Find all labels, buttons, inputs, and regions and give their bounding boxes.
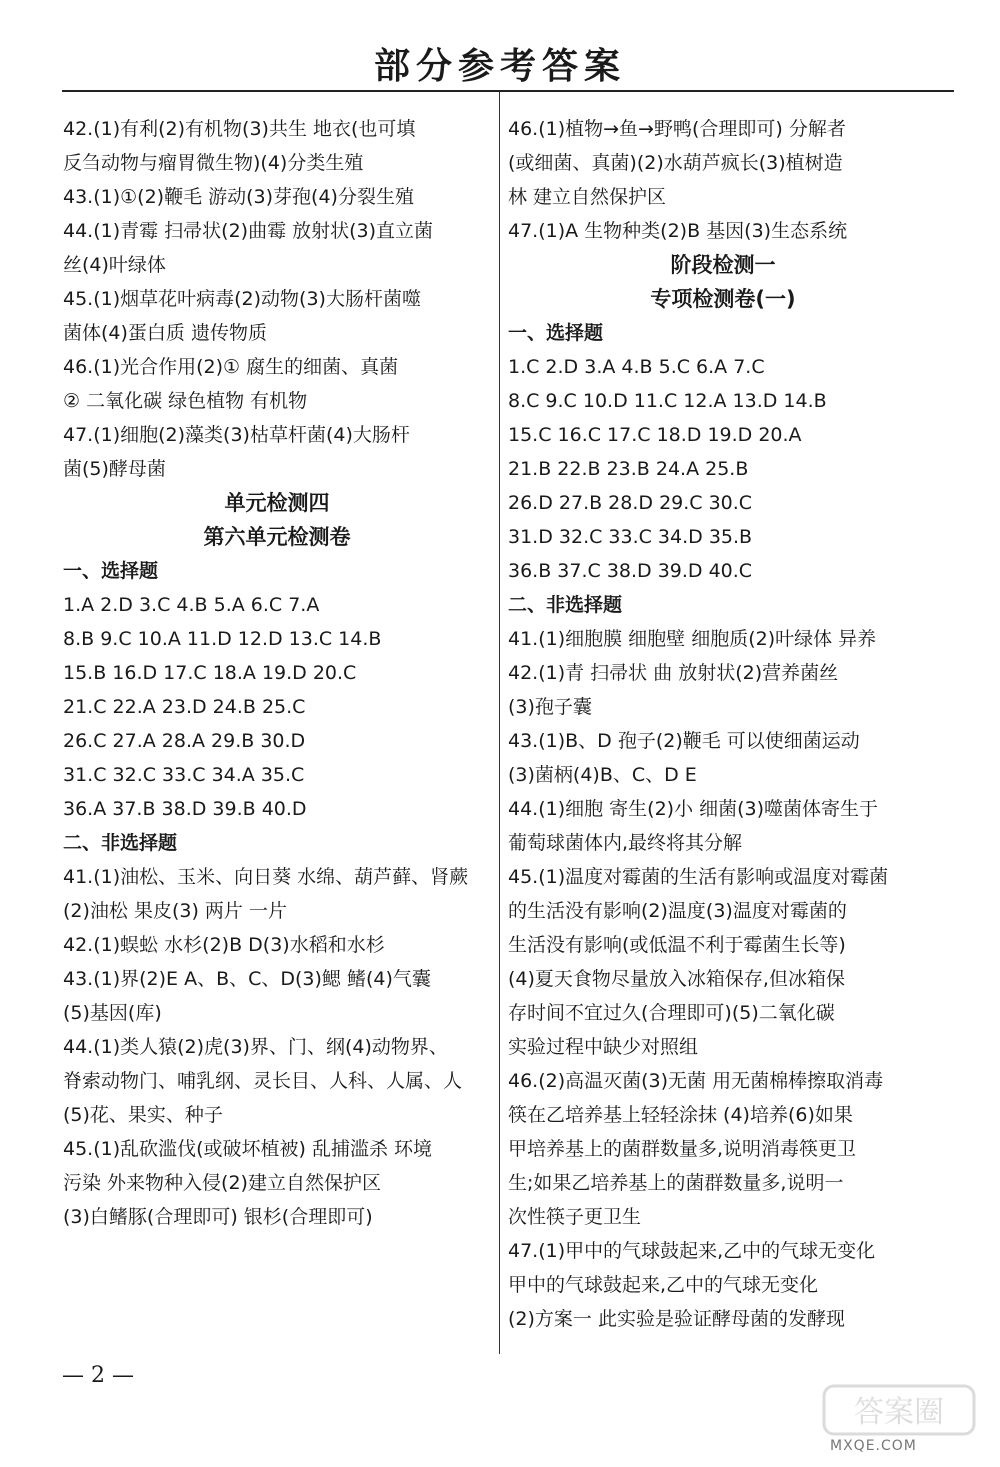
answer-line: 反刍动物与瘤胃微生物)(4)分类生殖 <box>63 152 364 174</box>
answer-line: 8.B 9.C 10.A 11.D 12.D 13.C 14.B <box>63 628 382 650</box>
answer-line: 21.C 22.A 23.D 24.B 25.C <box>63 696 306 718</box>
answer-line: 的生活没有影响(2)温度(3)温度对霉菌的 <box>508 900 847 922</box>
section-heading: 第六单元检测卷 <box>203 525 351 549</box>
answer-line: 丝(4)叶绿体 <box>63 254 166 276</box>
answer-line: 46.(2)高温灭菌(3)无菌 用无菌棉棒擦取消毒 <box>508 1070 884 1092</box>
page-title: 部分参考答案 <box>373 45 626 87</box>
answer-line: 26.C 27.A 28.A 29.B 30.D <box>63 730 306 752</box>
answer-line: 林 建立自然保护区 <box>508 186 667 208</box>
answer-line: (2)方案一 此实验是验证酵母菌的发酵现 <box>508 1308 845 1330</box>
answer-line: (3)白鳍豚(合理即可) 银杉(合理即可) <box>63 1206 373 1228</box>
answer-line: 污染 外来物种入侵(2)建立自然保护区 <box>63 1172 381 1194</box>
subsection-heading: 一、选择题 <box>508 322 604 344</box>
answer-line: 31.D 32.C 33.C 34.D 35.B <box>508 526 753 548</box>
watermark-logo-text: 答案圈 <box>854 1395 944 1430</box>
answer-line: (5)基因(库) <box>63 1002 162 1024</box>
left-column <box>63 112 491 1234</box>
answer-line: (4)夏天食物尽量放入冰箱保存,但冰箱保 <box>508 968 845 990</box>
answer-line: (或细菌、真菌)(2)水葫芦疯长(3)植树造 <box>508 152 843 174</box>
answer-line: 次性筷子更卫生 <box>508 1206 642 1228</box>
answer-line: 43.(1)①(2)鞭毛 游动(3)芽孢(4)分裂生殖 <box>63 186 414 208</box>
subsection-heading: 二、非选择题 <box>63 832 178 854</box>
section-heading: 阶段检测一 <box>670 253 776 277</box>
answer-line: 脊索动物门、哺乳纲、灵长目、人科、人属、人 <box>63 1070 463 1092</box>
answer-line: 46.(1)光合作用(2)① 腐生的细菌、真菌 <box>63 356 399 378</box>
answer-line: 44.(1)类人猿(2)虎(3)界、门、纲(4)动物界、 <box>63 1036 448 1058</box>
answer-line: 42.(1)青 扫帚状 曲 放射状(2)营养菌丝 <box>508 662 839 684</box>
page-number: — 2 — <box>62 1363 134 1388</box>
answer-line: 26.D 27.B 28.D 29.C 30.C <box>508 492 753 514</box>
answer-line: 45.(1)烟草花叶病毒(2)动物(3)大肠杆菌噬 <box>63 288 421 310</box>
right-column <box>508 112 938 1336</box>
answer-line: 43.(1)B、D 孢子(2)鞭毛 可以使细菌运动 <box>508 730 860 752</box>
answer-line: (3)孢子囊 <box>508 696 592 718</box>
answer-line: 46.(1)植物→鱼→野鸭(合理即可) 分解者 <box>508 118 846 140</box>
answer-line: ② 二氧化碳 绿色植物 有机物 <box>63 390 308 412</box>
answer-line: 1.A 2.D 3.C 4.B 5.A 6.C 7.A <box>63 594 320 616</box>
answer-line: 42.(1)蜈蚣 水杉(2)B D(3)水稻和水杉 <box>63 934 385 956</box>
answer-line: 15.B 16.D 17.C 18.A 19.D 20.C <box>63 662 357 684</box>
answer-line: 41.(1)细胞膜 细胞壁 细胞质(2)叶绿体 异养 <box>508 628 877 650</box>
answer-line: 生;如果乙培养基上的菌群数量多,说明一 <box>508 1172 844 1194</box>
header-rule <box>62 90 954 92</box>
answer-line: 36.A 37.B 38.D 39.B 40.D <box>63 798 307 820</box>
answer-line: 甲中的气球鼓起来,乙中的气球无变化 <box>508 1274 819 1296</box>
answer-line: 筷在乙培养基上轻轻涂抹 (4)培养(6)如果 <box>508 1104 853 1126</box>
answer-line: 43.(1)界(2)E A、B、C、D(3)鳃 鳍(4)气囊 <box>63 968 431 990</box>
answer-line: 菌体(4)蛋白质 遗传物质 <box>63 322 267 344</box>
answer-line: 21.B 22.B 23.B 24.A 25.B <box>508 458 749 480</box>
answer-line: (3)菌柄(4)B、C、D E <box>508 764 697 786</box>
subsection-heading: 二、非选择题 <box>508 594 623 616</box>
section-heading: 专项检测卷(一) <box>650 287 796 311</box>
section-heading: 单元检测四 <box>224 491 330 515</box>
answer-line: 45.(1)乱砍滥伐(或破坏植被) 乱捕滥杀 环境 <box>63 1138 433 1160</box>
answer-line: 1.C 2.D 3.A 4.B 5.C 6.A 7.C <box>508 356 765 378</box>
column-divider <box>499 92 500 1354</box>
answer-line: 44.(1)青霉 扫帚状(2)曲霉 放射状(3)直立菌 <box>63 220 434 242</box>
subsection-heading: 一、选择题 <box>63 560 159 582</box>
answer-line: 甲培养基上的菌群数量多,说明消毒筷更卫 <box>508 1138 857 1160</box>
answer-line: 47.(1)甲中的气球鼓起来,乙中的气球无变化 <box>508 1240 876 1262</box>
answer-line: (5)花、果实、种子 <box>63 1104 223 1126</box>
answer-line: 实验过程中缺少对照组 <box>508 1036 699 1058</box>
answer-line: 8.C 9.C 10.D 11.C 12.A 13.D 14.B <box>508 390 827 412</box>
answer-line: 41.(1)油松、玉米、向日葵 水绵、葫芦藓、肾蕨 <box>63 866 469 888</box>
answer-line: 36.B 37.C 38.D 39.D 40.C <box>508 560 753 582</box>
answer-line: 葡萄球菌体内,最终将其分解 <box>508 832 743 854</box>
answer-line: 生活没有影响(或低温不利于霉菌生长等) <box>508 934 846 956</box>
answer-line: 31.C 32.C 33.C 34.A 35.C <box>63 764 305 786</box>
answer-line: 15.C 16.C 17.C 18.D 19.D 20.A <box>508 424 802 446</box>
answer-line: 42.(1)有利(2)有机物(3)共生 地衣(也可填 <box>63 118 416 140</box>
watermark-text: MXQE.COM <box>830 1438 917 1454</box>
answer-line: 菌(5)酵母菌 <box>63 458 166 480</box>
answer-line: 45.(1)温度对霉菌的生活有影响或温度对霉菌 <box>508 866 889 888</box>
answer-line: 47.(1)细胞(2)藻类(3)枯草杆菌(4)大肠杆 <box>63 424 410 446</box>
answer-line: 存时间不宜过久(合理即可)(5)二氧化碳 <box>508 1002 835 1024</box>
answer-line: (2)油松 果皮(3) 两片 一片 <box>63 900 287 922</box>
answer-line: 44.(1)细胞 寄生(2)小 细菌(3)噬菌体寄生于 <box>508 798 879 820</box>
answer-line: 47.(1)A 生物种类(2)B 基因(3)生态系统 <box>508 220 848 242</box>
